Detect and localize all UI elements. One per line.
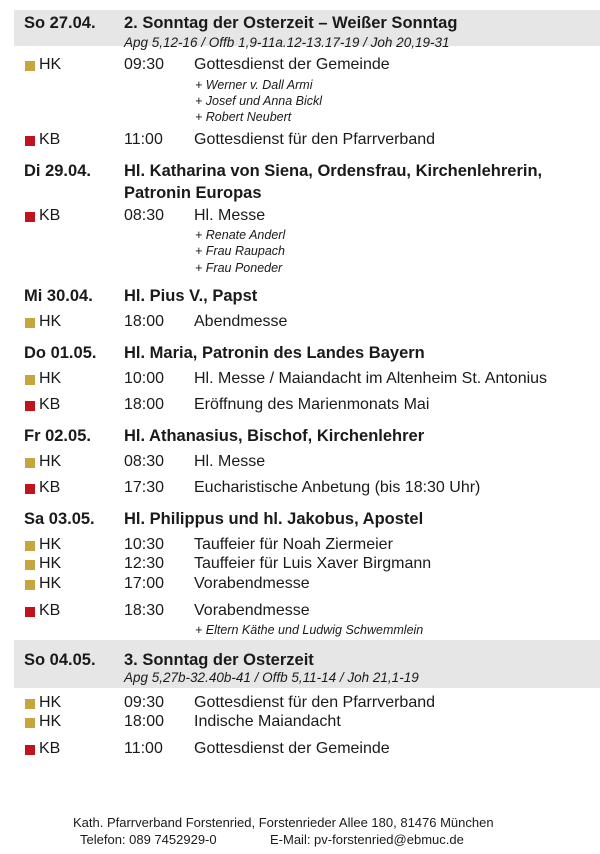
day-title: Hl. Pius V., Papst: [124, 287, 258, 305]
event-location: KB: [39, 602, 61, 619]
day-readings: Apg 5,27b-32.40b-41 / Offb 5,11-14 / Joh 21,1-19: [124, 670, 419, 685]
event-time: 10:00: [124, 370, 165, 387]
event-time: 17:30: [124, 479, 165, 496]
event-location: HK: [39, 713, 62, 730]
day-title: Hl. Maria, Patronin des Landes Bayern: [124, 344, 425, 362]
location-marker-icon: [25, 375, 35, 385]
location-marker-icon: [25, 212, 35, 222]
location-marker-icon: [25, 401, 35, 411]
event-location: HK: [39, 536, 62, 553]
day-header: [14, 340, 600, 366]
mass-intention: + Renate Anderl: [195, 228, 286, 242]
event-time: 18:00: [124, 313, 165, 330]
location-marker-icon: [25, 745, 35, 755]
location-marker-icon: [25, 61, 35, 71]
day-date: Fr 02.05.: [24, 427, 91, 445]
footer-email: E-Mail: pv-forstenried@ebmuc.de: [270, 832, 464, 847]
day-date: Do 01.05.: [24, 344, 97, 362]
day-header: [14, 506, 600, 532]
event-description: Eröffnung des Marienmonats Mai: [194, 396, 430, 413]
event-time: 10:30: [124, 536, 165, 553]
event-description: Gottesdienst für den Pfarrverband: [194, 694, 436, 711]
day-header: [14, 158, 600, 204]
event-time: 09:30: [124, 56, 165, 73]
event-location: KB: [39, 396, 61, 413]
event-location: HK: [39, 56, 62, 73]
mass-intention: + Robert Neubert: [195, 110, 292, 124]
location-marker-icon: [25, 580, 35, 590]
event-description: Indische Maiandacht: [194, 713, 341, 730]
mass-intention: + Werner v. Dall Armi: [195, 78, 313, 92]
day-date: Di 29.04.: [24, 162, 91, 180]
event-description: Hl. Messe: [194, 453, 266, 470]
event-description: Hl. Messe / Maiandacht im Altenheim St. Antonius: [194, 370, 548, 387]
day-date: Sa 03.05.: [24, 510, 95, 528]
day-header: [14, 423, 600, 449]
event-time: 08:30: [124, 453, 165, 470]
event-description: Tauffeier für Noah Ziermeier: [194, 536, 393, 553]
event-location: HK: [39, 694, 62, 711]
event-time: 17:00: [124, 575, 165, 592]
event-time: 18:00: [124, 713, 165, 730]
event-time: 18:30: [124, 602, 165, 619]
mass-intention: + Frau Raupach: [195, 244, 285, 258]
event-time: 11:00: [124, 740, 163, 757]
event-location: HK: [39, 370, 62, 387]
location-marker-icon: [25, 718, 35, 728]
event-time: 09:30: [124, 694, 165, 711]
event-location: KB: [39, 207, 61, 224]
event-description: Eucharistische Anbetung (bis 18:30 Uhr): [194, 479, 481, 496]
footer-phone: Telefon: 089 7452929-0: [80, 832, 217, 847]
event-description: Hl. Messe: [194, 207, 266, 224]
location-marker-icon: [25, 458, 35, 468]
day-title-continued: Patronin Europas: [124, 184, 262, 202]
event-description: Vorabendmesse: [194, 602, 310, 619]
location-marker-icon: [25, 607, 35, 617]
event-location: HK: [39, 453, 62, 470]
day-title: Hl. Katharina von Siena, Ordensfrau, Kirchenlehrerin,: [124, 162, 543, 180]
event-description: Abendmesse: [194, 313, 288, 330]
location-marker-icon: [25, 560, 35, 570]
event-location: HK: [39, 313, 62, 330]
footer-address: Kath. Pfarrverband Forstenried, Forstenrieder Allee 180, 81476 München: [73, 815, 494, 830]
event-location: KB: [39, 131, 61, 148]
day-header: [14, 640, 600, 688]
event-description: Gottesdienst für den Pfarrverband: [194, 131, 436, 148]
event-location: KB: [39, 479, 61, 496]
day-title: 2. Sonntag der Osterzeit – Weißer Sonntag: [124, 14, 458, 32]
event-description: Tauffeier für Luis Xaver Birgmann: [194, 555, 432, 572]
event-location: KB: [39, 740, 61, 757]
day-header: [14, 283, 600, 309]
event-time: 11:00: [124, 131, 163, 148]
day-title: 3. Sonntag der Osterzeit: [124, 651, 314, 669]
event-description: Vorabendmesse: [194, 575, 310, 592]
event-time: 12:30: [124, 555, 165, 572]
day-header: [14, 10, 600, 50]
location-marker-icon: [25, 699, 35, 709]
location-marker-icon: [25, 541, 35, 551]
day-date: So 27.04.: [24, 14, 96, 32]
location-marker-icon: [25, 136, 35, 146]
mass-intention: + Frau Poneder: [195, 261, 283, 275]
location-marker-icon: [25, 318, 35, 328]
day-title: Hl. Philippus und hl. Jakobus, Apostel: [124, 510, 424, 528]
day-date: Mi 30.04.: [24, 287, 93, 305]
day-title: Hl. Athanasius, Bischof, Kirchenlehrer: [124, 427, 425, 445]
event-description: Gottesdienst der Gemeinde: [194, 56, 390, 73]
day-readings: Apg 5,12-16 / Offb 1,9-11a.12-13.17-19 / Joh 20,19-31: [124, 35, 450, 50]
event-time: 08:30: [124, 207, 165, 224]
day-date: So 04.05.: [24, 651, 96, 669]
event-location: HK: [39, 575, 62, 592]
mass-intention: + Josef und Anna Bickl: [195, 94, 323, 108]
event-time: 18:00: [124, 396, 165, 413]
mass-intention: + Eltern Käthe und Ludwig Schwemmlein: [195, 623, 424, 637]
event-location: HK: [39, 555, 62, 572]
event-description: Gottesdienst der Gemeinde: [194, 740, 390, 757]
location-marker-icon: [25, 484, 35, 494]
